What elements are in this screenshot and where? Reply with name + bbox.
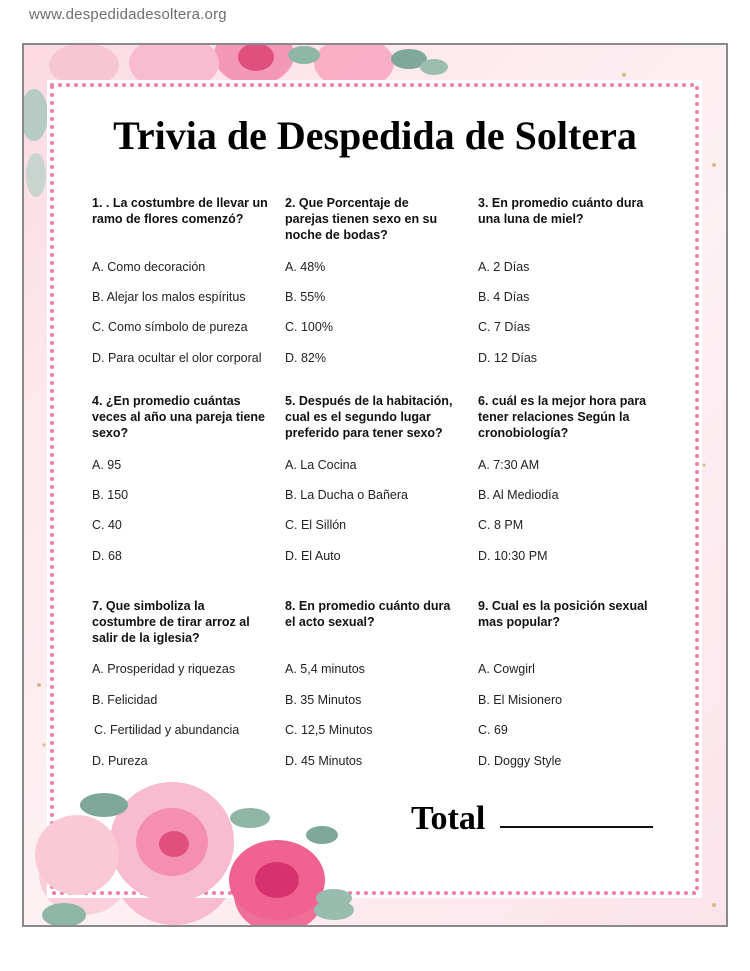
option-6b: B. Al Mediodía — [478, 488, 559, 502]
option-8b: B. 35 Minutos — [285, 693, 362, 707]
option-1d: D. Para ocultar el olor corporal — [92, 351, 262, 365]
question-5: 5. Después de la habitación, cual es el segundo lugar preferido para tener sexo? — [285, 394, 453, 440]
question-4: 4. ¿En promedio cuántas veces al año una pareja tiene sexo? — [92, 394, 265, 440]
site-url: www.despedidadesoltera.org — [29, 6, 227, 23]
question-7: 7. Que simboliza la costumbre de tirar arroz al salir de la iglesia? — [92, 599, 250, 645]
option-9a: A. Cowgirl — [478, 662, 535, 676]
option-7d: D. Pureza — [92, 754, 148, 768]
bottom-flowers — [22, 780, 352, 927]
option-3c: C. 7 Días — [478, 320, 531, 334]
option-5b: B. La Ducha o Bañera — [285, 488, 408, 502]
option-4c: C. 40 — [92, 518, 122, 532]
option-5a: A. La Cocina — [285, 458, 357, 472]
option-4b: B. 150 — [92, 488, 129, 502]
option-6d: D. 10:30 PM — [478, 549, 548, 563]
option-9d: D. Doggy Style — [478, 754, 562, 768]
option-2b: B. 55% — [285, 290, 326, 304]
option-2a: A. 48% — [285, 260, 326, 274]
question-6: 6. cuál es la mejor hora para tener relaciones Según la cronobiología? — [478, 394, 647, 440]
total-answer-line[interactable] — [500, 826, 653, 828]
question-1: 1. . La costumbre de llevar un ramo de flores comenzó? — [92, 196, 268, 226]
option-2c: C. 100% — [285, 320, 333, 334]
option-1a: A. Como decoración — [92, 260, 206, 274]
option-7a: A. Prosperidad y riquezas — [92, 662, 236, 676]
option-4a: A. 95 — [92, 458, 122, 472]
option-9c: C. 69 — [478, 723, 508, 737]
option-7c: C. Fertilidad y abundancia — [94, 723, 240, 737]
option-5d: D. El Auto — [285, 549, 341, 563]
question-9: 9. Cual es la posición sexual mas popular? — [478, 599, 648, 629]
option-3b: B. 4 Días — [478, 290, 530, 304]
page-title: Trivia de Despedida de Soltera — [113, 113, 637, 158]
option-1b: B. Alejar los malos espíritus — [92, 290, 246, 304]
question-8: 8. En promedio cuánto dura el acto sexual? — [285, 599, 451, 629]
question-2: 2. Que Porcentaje de parejas tienen sexo en su noche de bodas? — [285, 196, 438, 242]
option-5c: C. El Sillón — [285, 518, 347, 532]
option-6a: A. 7:30 AM — [478, 458, 540, 472]
option-9b: B. El Misionero — [478, 693, 563, 707]
option-1c: C. Como símbolo de pureza — [92, 320, 248, 334]
option-2d: D. 82% — [285, 351, 326, 365]
option-8d: D. 45 Minutos — [285, 754, 363, 768]
option-8a: A. 5,4 minutos — [285, 662, 365, 676]
option-4d: D. 68 — [92, 549, 122, 563]
question-3: 3. En promedio cuánto dura una luna de miel? — [478, 196, 644, 226]
option-3a: A. 2 Días — [478, 260, 530, 274]
option-3d: D. 12 Días — [478, 351, 538, 365]
option-6c: C. 8 PM — [478, 518, 524, 532]
option-7b: B. Felicidad — [92, 693, 158, 707]
total-label: Total — [411, 800, 486, 837]
option-8c: C. 12,5 Minutos — [285, 723, 373, 737]
